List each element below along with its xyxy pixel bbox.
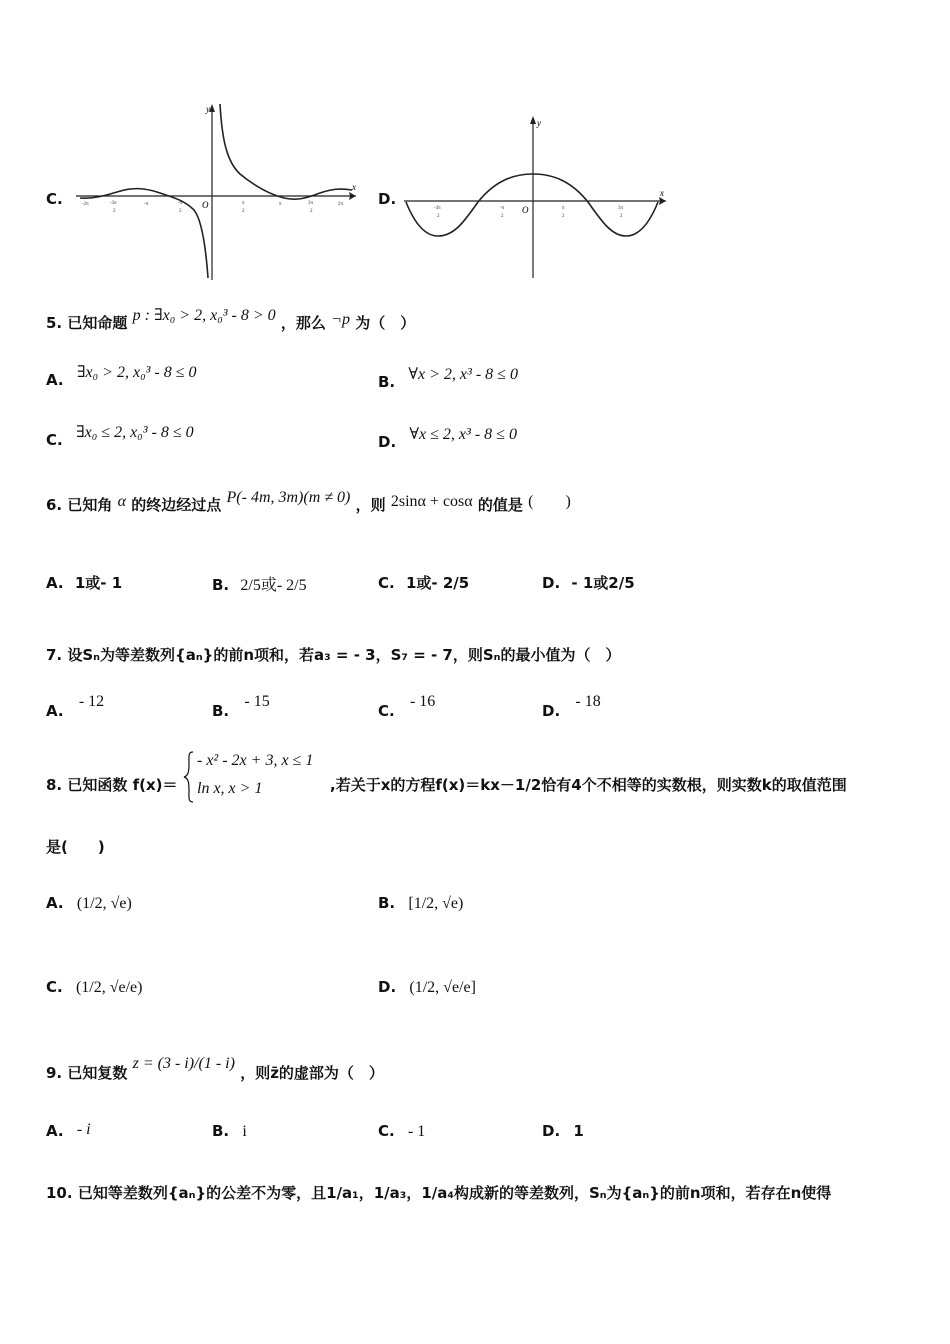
q9-option-c[interactable]: C. - 1 <box>378 1122 426 1140</box>
graph-d-label: D. <box>378 190 397 208</box>
svg-text:-π: -π <box>500 206 505 211</box>
q7-text: 设Sₙ为等差数列{aₙ}的前n项和，若a₃ = - 3，S₇ = - 7，则Sₙ的最小值为（ ） <box>67 646 621 664</box>
q6-option-b[interactable]: B. 2/5或- 2/5 <box>212 576 307 594</box>
q8-text: ,若关于x的方程f(x)＝kx－1/2恰有4个不相等的实数根，则实数k的取值范围 <box>330 776 847 794</box>
graph-c-y-label: y <box>206 104 210 114</box>
svg-text:-π: -π <box>144 202 149 207</box>
q9-option-b[interactable]: B. i <box>212 1122 247 1140</box>
svg-text:π: π <box>242 201 245 206</box>
q6-expression: 2sinα + cosα <box>390 493 473 510</box>
question-6: 6. 已知角 α 的终边经过点 P(- 4m, 3m)(m ≠ 0) ，则 2sinα + cosα 的值是 ( ) <box>46 489 571 514</box>
q8-option-b[interactable]: B. [1/2, √e) <box>378 894 464 912</box>
q7-option-d[interactable]: D. - 18 <box>542 693 601 720</box>
graph-d-origin: O <box>522 205 529 215</box>
q6-option-d[interactable]: D. - 1或2/5 <box>542 574 635 592</box>
q7-option-b[interactable]: B. - 15 <box>212 693 270 720</box>
svg-text:2: 2 <box>562 214 565 219</box>
svg-text:3π: 3π <box>308 201 314 206</box>
svg-text:π: π <box>562 206 565 211</box>
question-7: 7. 设Sₙ为等差数列{aₙ}的前n项和，若a₃ = - 3，S₇ = - 7，则Sₙ的最小值为（ ） <box>46 646 621 664</box>
question-9: 9. 已知复数 z = (3 - i)/(1 - i) ，则z̄的虚部为（ ） <box>46 1055 384 1082</box>
q7-option-a[interactable]: A. - 12 <box>46 693 105 720</box>
q9-option-d[interactable]: D. 1 <box>542 1122 584 1140</box>
svg-text:2: 2 <box>437 214 440 219</box>
q6-point: P(- 4m, 3m)(m ≠ 0) <box>226 489 351 506</box>
q9-z: z = (3 - i)/(1 - i) <box>132 1055 235 1072</box>
svg-text:2: 2 <box>501 214 504 219</box>
svg-text:2: 2 <box>242 209 245 214</box>
graph-c-origin: O <box>202 200 209 210</box>
svg-text:2: 2 <box>620 214 623 219</box>
question-5: 5. 已知命题 p : ∃x₀ > 2, x₀³ - 8 > 0 ，那么 ¬p 为（ ） <box>46 307 416 332</box>
q10-text: 已知等差数列{aₙ}的公差不为零，且1/a₁，1/a₃，1/a₄构成新的等差数列，Sₙ为{aₙ}的前n项和，若存在n使得 <box>77 1184 832 1202</box>
question-10: 10. 已知等差数列{aₙ}的公差不为零，且1/a₁，1/a₃，1/a₄构成新的等差数列，Sₙ为{aₙ}的前n项和，若存在n使得 <box>46 1184 832 1202</box>
svg-text:2: 2 <box>179 209 182 214</box>
q5-option-d[interactable]: D. ∀x ≤ 2, x³ - 8 ≤ 0 <box>378 426 517 451</box>
svg-text:3π: 3π <box>618 206 624 211</box>
q9-option-a[interactable]: A. - i <box>46 1121 91 1140</box>
svg-text:-3π: -3π <box>110 201 117 206</box>
svg-text:2: 2 <box>310 209 313 214</box>
q8-text-line2: 是( ) <box>46 838 105 856</box>
svg-text:-3π: -3π <box>434 206 441 211</box>
svg-text:-π: -π <box>178 201 183 206</box>
graph-c <box>72 100 362 285</box>
q6-option-c[interactable]: C. 1或- 2/5 <box>378 574 470 592</box>
q8-option-d[interactable]: D. (1/2, √e/e] <box>378 978 476 996</box>
question-8: 8. 已知函数 f(x)＝ <box>46 776 178 794</box>
q5-option-b[interactable]: B. ∀x > 2, x³ - 8 ≤ 0 <box>378 366 518 391</box>
graph-d-y-label: y <box>537 118 541 128</box>
graph-c-label: C. <box>46 190 63 208</box>
svg-text:2: 2 <box>113 209 116 214</box>
q5-option-c[interactable]: C. ∃x₀ ≤ 2, x₀³ - 8 ≤ 0 <box>46 424 194 449</box>
graph-d <box>402 112 670 282</box>
q8-option-a[interactable]: A. (1/2, √e) <box>46 894 132 912</box>
svg-text:2π: 2π <box>338 202 344 207</box>
q5-negation: ¬p <box>331 311 350 328</box>
q7-option-c[interactable]: C. - 16 <box>378 693 436 720</box>
q5-statement: p : ∃x₀ > 2, x₀³ - 8 > 0 <box>132 307 276 324</box>
svg-text:-2π: -2π <box>82 202 89 207</box>
q8-option-c[interactable]: C. (1/2, √e/e) <box>46 978 143 996</box>
graph-d-x-label: x <box>660 188 664 198</box>
graph-c-x-label: x <box>352 182 356 192</box>
q6-option-a[interactable]: A. 1或- 1 <box>46 574 123 592</box>
svg-text:π: π <box>279 202 282 207</box>
q5-option-a[interactable]: A. ∃x₀ > 2, x₀³ - 8 ≤ 0 <box>46 364 197 389</box>
